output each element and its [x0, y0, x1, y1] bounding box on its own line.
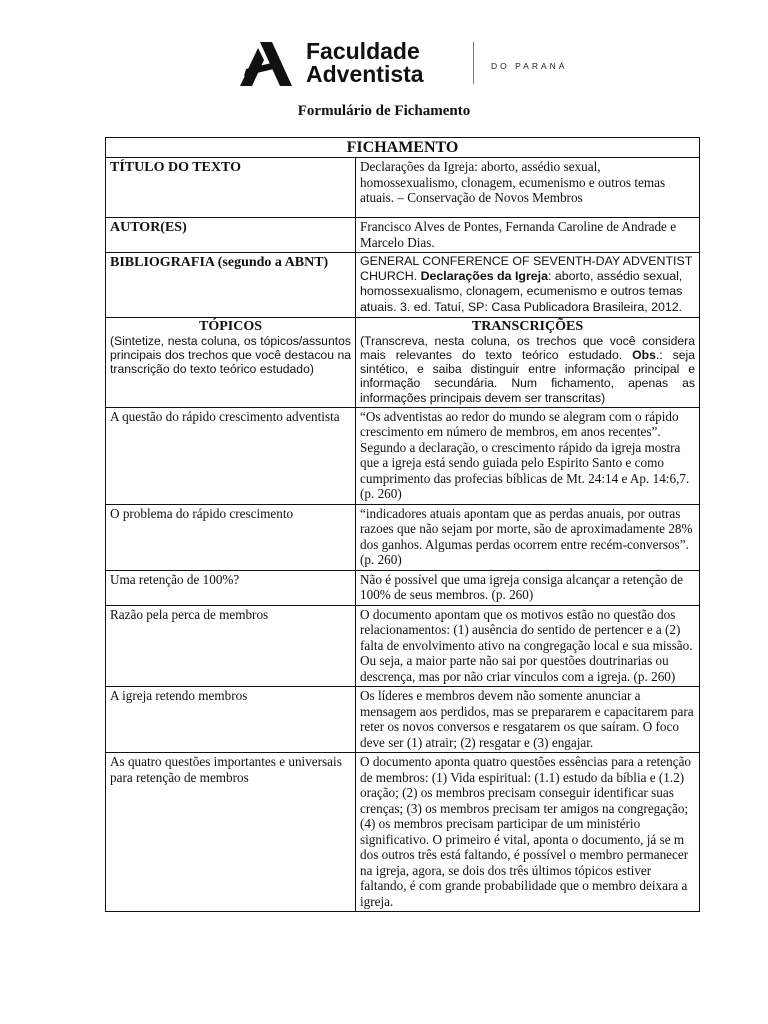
transcription-cell: Não é possível que uma igreja consiga alcançar a retenção de 100% de seus membros. (p. 260): [356, 570, 700, 605]
biblio-label: BIBLIOGRAFIA (segundo a ABNT): [110, 255, 329, 270]
logo-wordmark: [306, 40, 424, 86]
topic-cell: A igreja retendo membros: [106, 687, 356, 753]
transcription-cell: O documento apontam que os motivos estão no questão dos relacionamentos: (1) ausência do sentido de pertencer e a (2) falta de envolvimento ativo na congregação local e sua missão. Ou seja, a maior parte não sai por questões doutrinarias ou descrença, mas por não criar vínculos com a igreja. (p. 260): [356, 605, 700, 687]
transcricoes-instructions: [360, 334, 695, 405]
table-row: [106, 407, 700, 504]
biblio-bold: Declarações da Igreja: [420, 269, 548, 284]
autor-label: AUTOR(ES): [110, 220, 187, 235]
biblio-post: : aborto, assédio sexual, homossexualismo, clonagem, ecumenismo e outros temas atuais. 3. ed. Tatuí, SP: Casa Publicadora Brasileira, 2012.: [360, 269, 683, 314]
faculdade-a-logo-icon: [240, 42, 296, 86]
faculdade-logo: [240, 40, 580, 92]
transcription-cell: O documento aponta quatro questões essências para a retenção de membros: (1) Vida espiritual: (1.1) estudo da bíblia e (1.2) oração; (2) os membros precisam conseguir identificar suas crenças; (3) os membros precisam ter amigos na congregação; (4) os membros precisam participar de um ministério significativo. O primeiro é vital, aponta o documento, já se m dos outros três está faltando, é possível o membro permanecer na igreja, agora, se dois dos três últimos tópicos estiver faltando, é com grande probabilidade que o membro deixara a igreja.: [356, 753, 700, 912]
transcricoes-header-cell: [356, 317, 700, 407]
logo-subtitle: DO PARANÁ: [491, 61, 568, 71]
table-row: [106, 570, 700, 605]
transcricoes-label: TRANSCRIÇÕES: [471, 318, 584, 334]
transc-instr-post: .: seja sintético, e saiba distinguir entre informação principal e informação secundária. Num fichamento, apenas as informações principais devem ser transcritas): [360, 348, 695, 405]
fichamento-heading: FICHAMENTO: [106, 138, 700, 158]
transcription-cell: “indicadores atuais apontam que as perdas anuais, por outras razoes que não sejam por morte, são de aproximadamente 28% dos ganhos. Algumas perdas ocorrem entre recém-conversos”. (p. 260): [356, 504, 700, 570]
autor-value: Francisco Alves de Pontes, Fernanda Caroline de Andrade e Marcelo Dias.: [356, 218, 700, 253]
logo-divider: [473, 42, 474, 84]
table-row: [106, 504, 700, 570]
titulo-value: Declarações da Igreja: aborto, assédio sexual, homossexualismo, clonagem, ecumenismo e outros temas atuais. – Conservação de Novos Membros: [356, 158, 700, 218]
transc-instr-pre: (Transcreva, nesta coluna, os trechos que você considera mais relevantes do texto teórico estudado.: [360, 333, 695, 363]
transcription-cell: Os líderes e membros devem não somente anunciar a mensagem aos perdidos, mas se prepararem e capacitarem para reter os novos conversos e resgatarem os que saíram. O foco deve ser (1) atrair; (2) resgatar e (3) engajar.: [356, 687, 700, 753]
titulo-label-cell: [106, 158, 356, 218]
biblio-value: [356, 253, 700, 318]
topic-cell: As quatro questões importantes e universais para retenção de membros: [106, 753, 356, 912]
fichamento-table: [105, 137, 700, 912]
topicos-label: TÓPICOS: [198, 318, 262, 334]
table-row: [106, 605, 700, 687]
topic-cell: Uma retenção de 100%?: [106, 570, 356, 605]
transc-instr-bold: Obs: [632, 348, 656, 363]
logo-line-2: Adventista: [306, 61, 424, 87]
logo-line-1: Faculdade: [306, 38, 420, 64]
topic-cell: Razão pela perca de membros: [106, 605, 356, 687]
titulo-label: TÍTULO DO TEXTO: [110, 160, 241, 175]
topic-cell: A questão do rápido crescimento adventista: [106, 407, 356, 504]
form-title: Formulário de Fichamento: [297, 103, 471, 119]
topicos-header-cell: [106, 317, 356, 407]
biblio-label-cell: [106, 253, 356, 318]
autor-label-cell: [106, 218, 356, 253]
topicos-instructions: (Sintetize, nesta coluna, os tópicos/assuntos principais dos trechos que você destacou na transcrição do texto teórico estudado): [110, 333, 351, 377]
table-row: [106, 753, 700, 912]
topic-cell: O problema do rápido crescimento: [106, 504, 356, 570]
transcription-cell: “Os adventistas ao redor do mundo se alegram com o rápido crescimento em número de membros, em anos recentes”. Segundo a declaração, o crescimento rápido da igreja mostra que a igreja está sendo guiada pelo Espirito Santo e como cumprimento das profecias bíblicas de Mt. 24:14 e Ap. 14:6,7. (p. 260): [356, 407, 700, 504]
table-row: [106, 687, 700, 753]
biblio-pre: GENERAL CONFERENCE OF SEVENTH-DAY ADVENTIST CHURCH.: [360, 254, 693, 284]
